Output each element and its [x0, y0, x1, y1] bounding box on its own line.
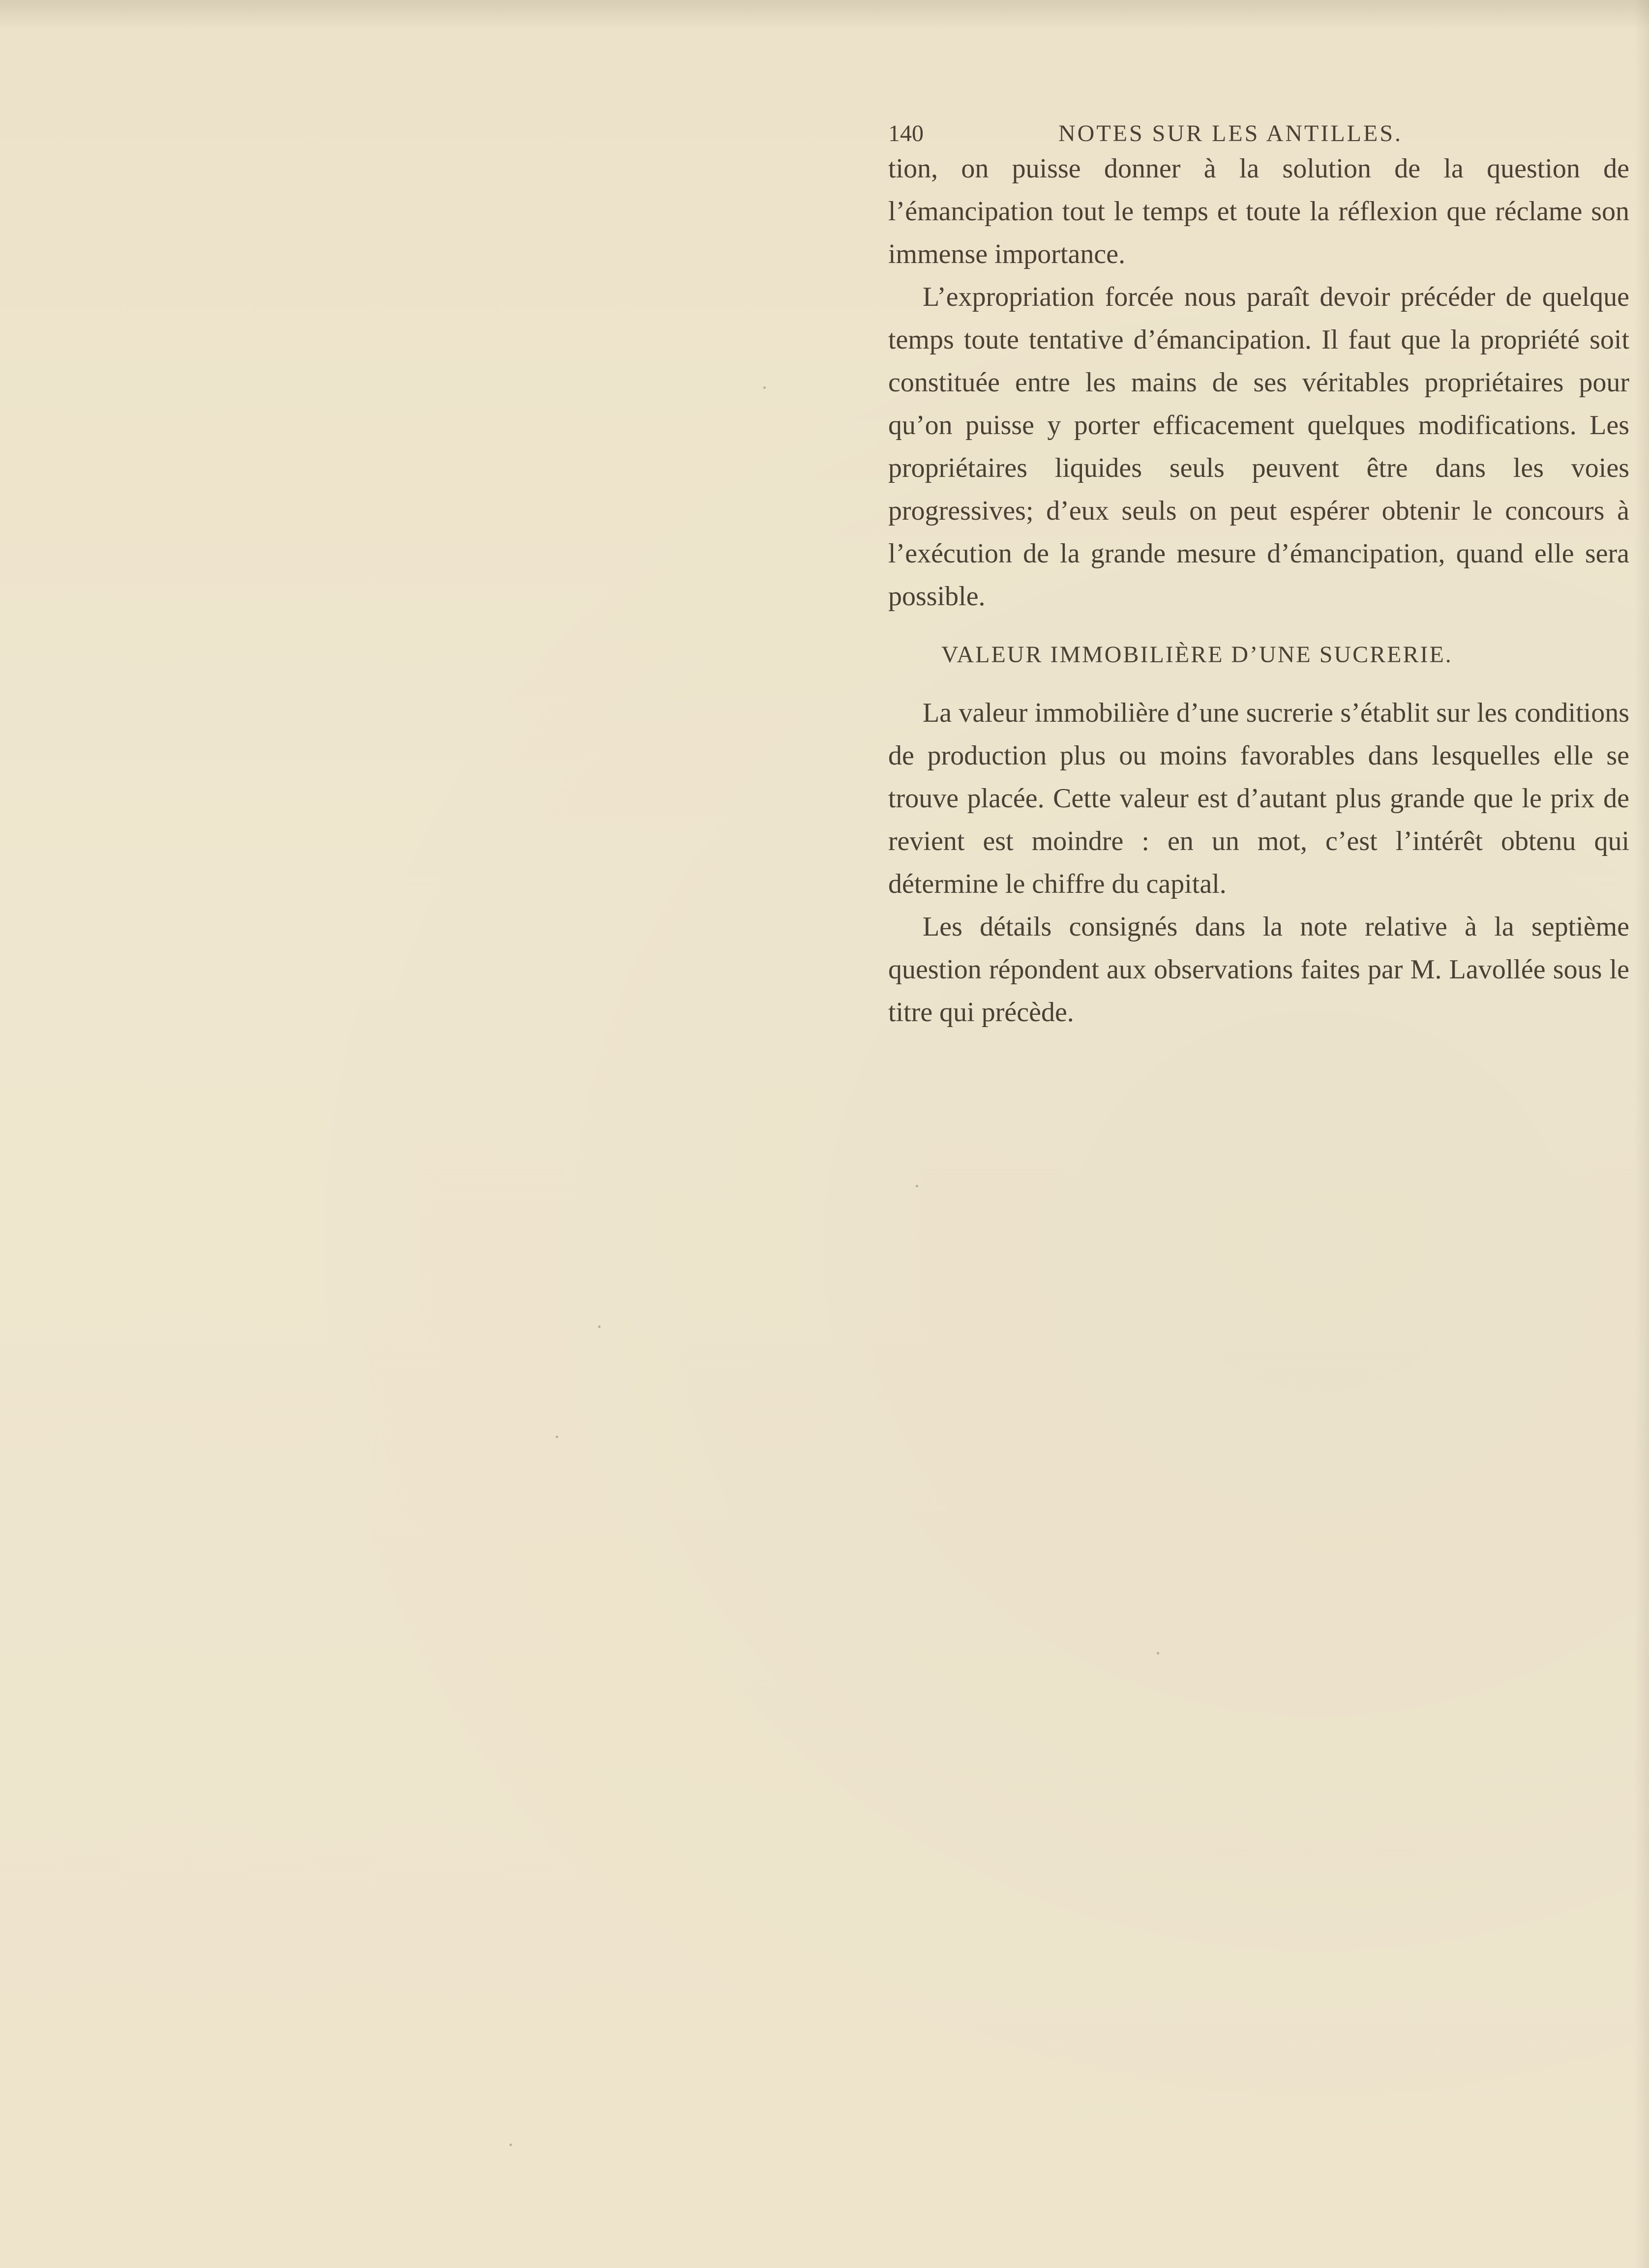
page-number: 140 — [888, 120, 924, 147]
text-column — [888, 103, 1629, 1034]
paragraph-valeur: La valeur immobilière d’une sucrerie s’établit sur les conditions de production plus ou moins favorables dans lesquelles elle se trouve placée. Cette valeur est d’autant plus grande que le prix de revient est moindre : en un mot, c’est l’intérêt obtenu qui détermine le chiffre du capital. — [888, 698, 1629, 899]
page-edge-shadow — [1634, 0, 1649, 2268]
paper-speck — [916, 1185, 918, 1187]
paper-speck — [1157, 1652, 1159, 1654]
running-head — [888, 103, 1629, 147]
running-title: NOTES SUR LES ANTILLES. — [1058, 120, 1403, 147]
paper-speck — [598, 1325, 600, 1328]
paragraph-continued: tion, on puisse donner à la solution de la question de l’émancipation tout le temps et toute la réflexion que réclame son immense importance. — [888, 153, 1629, 269]
paragraph-expropriation: L’expropriation forcée nous paraît devoir précéder de quelque temps toute tentative d’émancipation. Il faut que la propriété soit constituée entre les mains de ses véritables propriétaires pour qu’on puisse y porter efficacement quelques modifications. Les propriétaires liquides seuls peuvent être dans les voies progressives; d’eux seuls on peut espérer obtenir le concours à l’exécution de la grande mesure d’émancipation, quand elle sera possible. — [888, 282, 1629, 612]
paper-speck — [763, 386, 766, 389]
section-heading: VALEUR IMMOBILIÈRE D’UNE SUCRERIE. — [941, 642, 1453, 668]
paragraph-details: Les détails consignés dans la note relative à la septième question répondent aux observations faites par M. Lavollée sous le titre qui précède. — [888, 912, 1629, 1028]
paper-speck — [510, 2144, 512, 2146]
paper-speck — [556, 1436, 558, 1438]
page-top-shadow — [0, 0, 1649, 29]
